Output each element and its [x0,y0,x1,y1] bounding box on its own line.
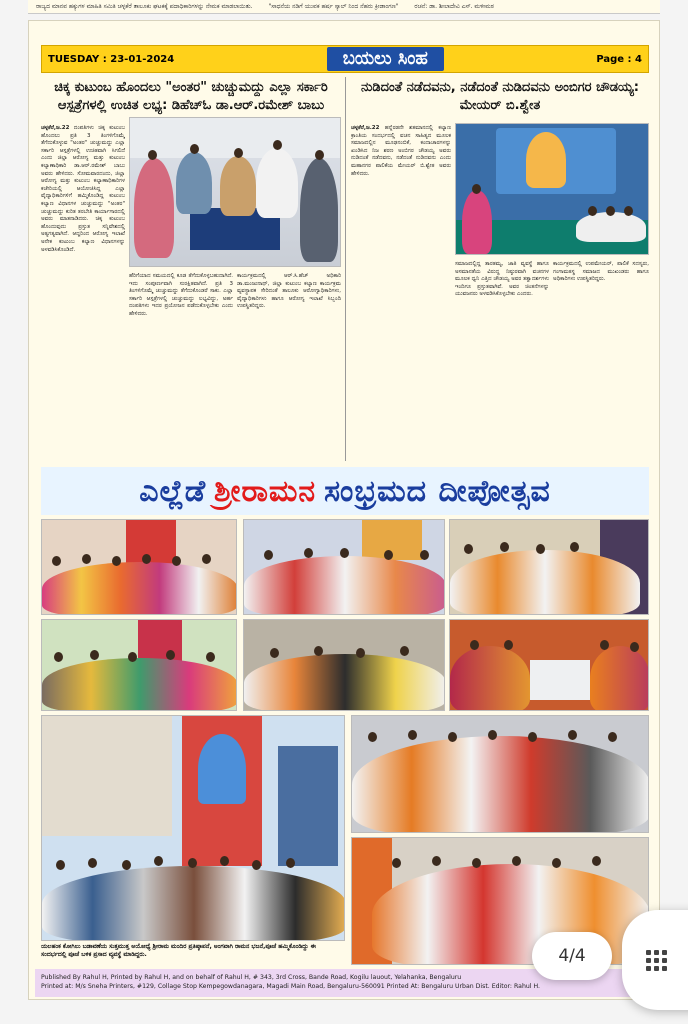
prev-page-text-right: ರಚನೆ: ಡಾ. ಶೀಲಾದೇವಿ ಎಸ್. ಮಳೀಮಠ [414,3,494,10]
festival-photo [449,619,649,711]
masthead-date: TUESDAY : 23-01-2024 [48,53,175,65]
right-article-text-3: ಕಾರ್ಯಕ್ರಮದಲ್ಲಿ ಉಪಮೇಯರ್, ಪಾಲಿಕೆ ಸದಸ್ಯರು, ಗಂಗಾಮತಸ್ಥ ಸಮಾಜದ ಮುಖಂಡರು ಹಾಗೂ ಅಧಿಕಾರಿಗಳು ಉಪಸ್ಥಿತರಿದ್ದರು. [553,261,649,283]
masthead-brand: ಬಯಲು ಸಿಂಹ [327,47,444,71]
column-divider [345,77,346,461]
banner-text-2: ಸಂಭ್ರಮದ ದೀಪೋತ್ಸವ [324,473,551,509]
left-article-text-1: ದಂಪತಿಗಳು ಚಿಕ್ಕ ಕುಟುಂಬ ಹೊಂದಲು ಪ್ರತಿ 3 ತಿಂಗಳಿಗೊಮ್ಮೆ ತೆಗೆದುಕೊಳ್ಳುವ "ಅಂತರ" ಚುಚ್ಚುಮದ್ದು ಎಲ್ಲಾ ಸರ್ಕಾರಿ ಆಸ್ಪತ್ರೆಗಳಲ್ಲಿ ಉಚಿತವಾಗಿ ಸಿಗಲಿದೆ ಎಂದು ಜಿಲ್ಲಾ ಆರೋಗ್ಯ ಮತ್ತು ಕುಟುಂಬ ಕಲ್ಯಾಣಾಧಿಕಾರಿ ಡಾ.ಆರ್.ರಮೇಶ್ ಬಾಬು ಅವರು ಹೇಳಿದರು. ಸೋಮವಾರದಂದು, ಜಿಲ್ಲಾ ಆರೋಗ್ಯ ಮತ್ತು ಕುಟುಂಬ ಕಲ್ಯಾಣಾಧಿಕಾರಿಗಳ ಕಚೇರಿಯಲ್ಲಿ ಆಯೋಜಿಸಿದ್ದ ಎಲ್ಲಾ ವೈದ್ಯಾಧಿಕಾರಿಗಳಿಗೆ ಹಮ್ಮಿಕೊಂಡಿದ್ದ ಕುಟುಂಬ ಕಲ್ಯಾಣ ವಿಧಾನಗಳ ಚುಚ್ಚುಮದ್ದು "ಅಂತರ" ಚುಚ್ಚುಮದ್ದು ಕುರಿತ ತರಬೇತಿ ಕಾರ್ಯಾಗಾರದಲ್ಲಿ ಅವರು ಮಾತನಾಡಿದರು. ಚಿಕ್ಕ ಕುಟುಂಬ ಹೊಂದುವುದು ಪ್ರಸ್ತುತ ಸನ್ನಿವೇಶದಲ್ಲಿ ಅತ್ಯಗತ್ಯವಾಗಿದೆ. ಆದ್ದರಿಂದ ಆರೋಗ್ಯ ಇಲಾಖೆ ಅನೇಕ ಕುಟುಂಬ ಕಲ್ಯಾಣ ವಿಧಾನಗಳನ್ನು ಅಳವಡಿಸಿಕೊಂಡಿದೆ. [41,125,125,253]
right-article-headline: ನುಡಿದಂತೆ ನಡೆದವನು, ನಡೆದಂತೆ ನುಡಿದವನು ಅಂಬಿಗರ ಚೌಡಯ್ಯ: ಮೇಯರ್ ಬಿ.ಶ್ವೇತ [361,80,639,113]
festival-photo [41,619,237,711]
left-article-headline: ಚಿಕ್ಕ ಕುಟುಂಬ ಹೊಂದಲು "ಅಂತರ" ಚುಚ್ಚುಮದ್ದು ಎಲ್ಲಾ ಸರ್ಕಾರಿ ಆಸ್ಪತ್ರೆಗಳಲ್ಲಿ ಉಚಿತ ಲಭ್ಯ: ಡಿಹೆಚ್ಓ ಡಾ.ಆರ್.ರಮೇಶ್ ಬಾಬು [54,80,328,113]
banner-text-1: ಎಲ್ಲೆಡೆ [139,473,207,509]
right-article-text-2: ಸಮಾಜದಲ್ಲಿದ್ದ ತಾರತಮ್ಯ, ಜಾತಿ ವ್ಯವಸ್ಥೆ ಹಾಗೂ ಅಸಮಾನತೆಯ ವಿರುದ್ಧ ನಿಷ್ಠುರವಾಗಿ ವಚನಗಳ ಮೂಲಕ ಧ್ವನಿ ಎತ್ತಿದ ಚೌಡಯ್ಯ ಅವರ ತತ್ವಾದರ್ಶಗಳು ಇಂದಿಗೂ ಪ್ರಸ್ತುತವಾಗಿವೆ. ಅವರ ಚಿಂತನೆಗಳನ್ನು ಯುವಜನರು ಅಳವಡಿಸಿಕೊಳ್ಳಬೇಕು ಎಂದರು. [455,261,549,298]
left-article-byline: ಚಳ್ಳಕೆರೆ,ಜ.22 [41,125,70,131]
grid-icon [646,950,667,971]
festival-photo [243,619,445,711]
right-article-column-3 [553,261,649,461]
festival-photo [449,519,649,615]
page-indicator[interactable] [532,932,612,980]
right-article-column-1 [351,125,451,461]
page-indicator-text: 4/4 [558,946,586,966]
footer-line-1: Published By Rahul H, Printed by Rahul H, and on behalf of Rahul H, # 343, 3rd Cross, Bande Road, Kogilu lauout, Yelahanka, Bengaluru [41,974,462,981]
grid-view-button[interactable] [622,910,688,1010]
newspaper-page [28,20,660,1000]
left-article-column-2 [129,273,233,461]
masthead [41,45,649,73]
banner-text-accent: ಶ್ರೀರಾಮನ [214,473,317,509]
festival-photo [243,519,445,615]
photo-caption: ಯಲಹಂಕ ಕೋಗಿಲು ಬಡಾವಣೆಯ ಸುತ್ತಮುತ್ತ ಅಯೋಧ್ಯೆ ಶ್ರೀರಾಮ ಮಂದಿರ ಪ್ರತಿಷ್ಠಾಪನೆ, ಅಂಗವಾಗಿ ರಾಮನ ಭಜನೆ,ಪೂಜೆ ಹಮ್ಮಿಕೊಂಡಿದ್ದು ಈ ಸಂದರ್ಭದಲ್ಲಿ ಪೂಜೆ ಬಳಿಕ ಪ್ರಸಾದ ವ್ಯವಸ್ಥೆ ಮಾಡಿದ್ದರು. [41,943,316,958]
festival-photo [351,715,649,833]
previous-page-strip [28,0,660,14]
right-article-text-1: ಹನ್ನೆರಡನೇ ಶತಮಾನದಲ್ಲಿ ಕಲ್ಯಾಣ ಕ್ರಾಂತಿಯ ಸಂದರ್ಭದಲ್ಲಿ ವಚನ ಸಾಹಿತ್ಯದ ಮೂಲಕ ಸಮಾಜದಲ್ಲಿನ ಮೂಢನಂಬಿಕೆ, ಕಂದಾಚಾರಗಳನ್ನು ಖಂಡಿಸಿದ ನಿಜ ಶರಣ ಅಂಬಿಗರ ಚೌಡಯ್ಯ ಅವರು ನುಡಿದಂತೆ ನಡೆದವನು, ನಡೆದಂತೆ ನುಡಿದವನು ಎಂದು ಮಹಾನಗರ ಪಾಲಿಕೆಯ ಮೇಯರ್ ಬಿ.ಶ್ವೇತ ಅವರು ಹೇಳಿದರು. [351,125,451,177]
left-article-photo [129,117,341,267]
left-article-column-1 [41,125,125,461]
right-article-byline: ಚಳ್ಳಕೆರೆ,ಜ.22 [351,125,380,131]
masthead-page-number: Page : 4 [596,53,642,65]
footer-line-2: Printed at: M/s Sneha Printers, #129, Collage Stop Kempegowdanagara, Magadi Main Road, Bengaluru-560091 Printed At: Bengaluru Urban Dist. Editor: Rahul H. [41,983,540,990]
festival-photo [41,715,345,941]
left-article-text-3: ಕಾರ್ಯಕ್ರಮದಲ್ಲಿ ಆರ್.ಸಿ.ಹೆಚ್ ಅಧಿಕಾರಿ ಡಾ.ಮಂಜುನಾಥ್, ಜಿಲ್ಲಾ ಕುಟುಂಬ ಕಲ್ಯಾಣ ಕಾರ್ಯಕ್ರಮ ವ್ಯವಸ್ಥಾಪಕ ಸೇರಿದಂತೆ ತಾಲೂಕು ಆರೋಗ್ಯಾಧಿಕಾರಿಗಳು, ವೈದ್ಯಾಧಿಕಾರಿಗಳು ಹಾಗೂ ಆರೋಗ್ಯ ಇಲಾಖೆ ಸಿಬ್ಬಂದಿ ಉಪಸ್ಥಿತರಿದ್ದರು. [237,273,341,310]
left-article-text-2: ಹೆರಿಗೆಯಾದ ಸಮಯದಲ್ಲಿ ಕೂಡ ತೆಗೆದುಕೊಳ್ಳಬಹುದಾಗಿದೆ. ಇದು ಸಂಪೂರ್ಣವಾಗಿ ಸುರಕ್ಷಿತವಾಗಿದೆ. ಪ್ರತಿ 3 ತಿಂಗಳಿಗೊಮ್ಮೆ ಚುಚ್ಚುಮದ್ದು ತೆಗೆದುಕೊಂಡರೆ ಸಾಕು. ಎಲ್ಲಾ ಸರ್ಕಾರಿ ಆಸ್ಪತ್ರೆಗಳಲ್ಲಿ ಚುಚ್ಚುಮದ್ದು ಲಭ್ಯವಿದ್ದು, ಅರ್ಹ ದಂಪತಿಗಳು ಇದರ ಪ್ರಯೋಜನ ಪಡೆದುಕೊಳ್ಳಬೇಕು ಎಂದು ಹೇಳಿದರು. [129,273,233,317]
right-article-column-2 [455,261,549,461]
festival-photo [41,519,237,615]
right-article-photo [455,123,649,255]
left-article-column-3 [237,273,341,461]
prev-page-text-left: ರಾಜ್ಯದ ಮಾನವ ಹಕ್ಕುಗಳ ಮಾಹಿತಿ ಸಮಿತಿ ಚಳ್ಳಕೆರೆ ತಾಲೂಕು ಘಟಕಕ್ಕೆ ಪದಾಧಿಕಾರಿಗಳನ್ನು ನೇಮಕ ಮಾಡಲಾಯಿತು. [36,3,253,10]
prev-page-text-mid: "ಸಾಧನೆಯ ನಡಿಗೆ ಯುವಕ ಹರ್ಷ ಸ್ಕಾಲ್ ನಿಂದ ನೆಹರು ಕ್ರೀಡಾಂಗಣ" [268,3,399,10]
festival-banner [41,467,649,515]
